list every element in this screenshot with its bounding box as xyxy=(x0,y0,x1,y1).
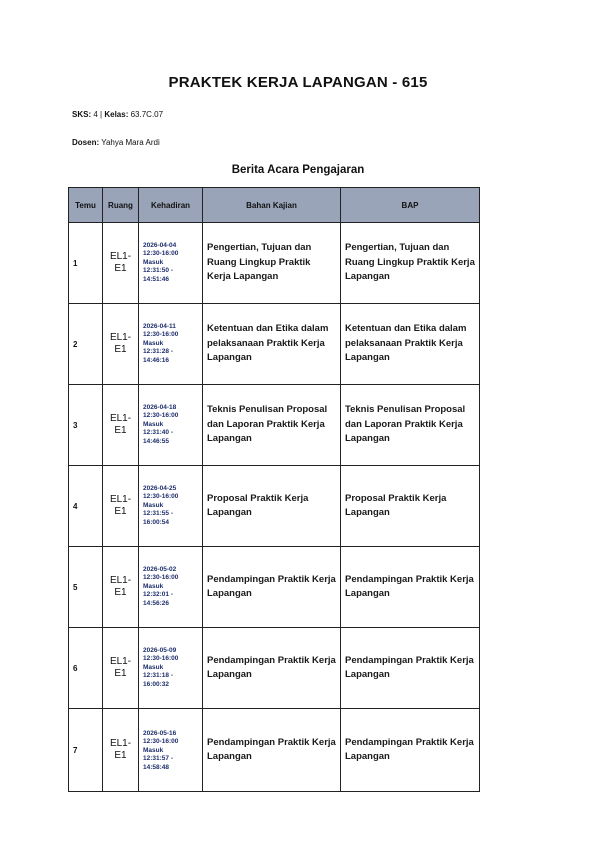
kehadiran-tanggal: 2026-04-25 xyxy=(143,484,177,492)
kehadiran-tanggal: 2026-04-18 xyxy=(143,403,177,411)
cell-bap: Proposal Praktik Kerja Lapangan xyxy=(341,466,480,547)
cell-bap: Pendampingan Praktik Kerja Lapangan xyxy=(341,628,480,709)
cell-bahan-kajian: Proposal Praktik Kerja Lapangan xyxy=(203,466,341,547)
cell-temu: 4 xyxy=(69,466,103,547)
header-temu: Temu xyxy=(69,188,103,223)
kehadiran-jam: 12:30-16:00 xyxy=(143,574,179,582)
table-row xyxy=(69,709,480,792)
kehadiran-absen: 12:32:01 - 14:56:26 xyxy=(143,591,173,607)
meta-separator: | xyxy=(100,110,103,119)
kehadiran-tanggal: 2026-05-16 xyxy=(143,729,177,737)
cell-temu: 1 xyxy=(69,223,103,304)
cell-ruang: EL1-E1 xyxy=(103,628,139,709)
kehadiran-absen: 12:31:57 - 14:58:48 xyxy=(143,755,173,771)
cell-ruang: EL1-E1 xyxy=(103,547,139,628)
cell-bap: Pendampingan Praktik Kerja Lapangan xyxy=(341,709,480,792)
section-title: Berita Acara Pengajaran xyxy=(231,164,365,176)
cell-bahan-kajian: Pendampingan Praktik Kerja Lapangan xyxy=(203,547,341,628)
dosen-value: Yahya Mara Ardi xyxy=(101,138,160,147)
sks-label: SKS: xyxy=(72,110,92,119)
cell-kehadiran xyxy=(139,385,203,466)
kehadiran-jam: 12:30-16:00 xyxy=(143,655,179,663)
cell-ruang: EL1-E1 xyxy=(103,709,139,792)
page-title: PRAKTEK KERJA LAPANGAN - 615 xyxy=(168,74,428,91)
kehadiran-tanggal: 2026-04-11 xyxy=(143,322,176,330)
cell-ruang: EL1-E1 xyxy=(103,304,139,385)
table-row xyxy=(69,547,480,628)
kehadiran-status: Masuk xyxy=(143,339,164,347)
cell-ruang: EL1-E1 xyxy=(103,223,139,304)
meta-dosen xyxy=(72,138,160,147)
kehadiran-jam: 12:30-16:00 xyxy=(143,331,179,339)
cell-ruang: EL1-E1 xyxy=(103,466,139,547)
table-row xyxy=(69,628,480,709)
sks-value: 4 xyxy=(93,110,98,119)
kehadiran-absen: 12:31:50 - 14:51:46 xyxy=(143,267,173,283)
kehadiran-status: Masuk xyxy=(143,663,164,671)
cell-bahan-kajian: Pendampingan Praktik Kerja Lapangan xyxy=(203,709,341,792)
cell-bahan-kajian: Pendampingan Praktik Kerja Lapangan xyxy=(203,628,341,709)
kehadiran-jam: 12:30-16:00 xyxy=(143,250,179,258)
kehadiran-jam: 12:30-16:00 xyxy=(143,412,179,420)
cell-bap: Teknis Penulisan Proposal dan Laporan Praktik Kerja Lapangan xyxy=(341,385,480,466)
table-row xyxy=(69,223,480,304)
table-row xyxy=(69,304,480,385)
header-ruang: Ruang xyxy=(103,188,139,223)
cell-bap: Pengertian, Tujuan dan Ruang Lingkup Praktik Kerja Lapangan xyxy=(341,223,480,304)
cell-bahan-kajian: Ketentuan dan Etika dalam pelaksanaan Praktik Kerja Lapangan xyxy=(203,304,341,385)
kehadiran-status: Masuk xyxy=(143,501,164,509)
table-row xyxy=(69,466,480,547)
table-header-row xyxy=(69,188,480,223)
cell-bap: Pendampingan Praktik Kerja Lapangan xyxy=(341,547,480,628)
cell-kehadiran xyxy=(139,547,203,628)
cell-kehadiran xyxy=(139,223,203,304)
kehadiran-jam: 12:30-16:00 xyxy=(143,493,179,501)
kehadiran-tanggal: 2026-05-02 xyxy=(143,565,177,573)
kehadiran-tanggal: 2026-05-09 xyxy=(143,646,177,654)
cell-bahan-kajian: Pengertian, Tujuan dan Ruang Lingkup Praktik Kerja Lapangan xyxy=(203,223,341,304)
kehadiran-absen: 12:31:40 - 14:46:55 xyxy=(143,429,173,445)
cell-kehadiran xyxy=(139,304,203,385)
kehadiran-absen: 12:31:18 - 16:00:32 xyxy=(143,672,173,688)
kehadiran-status: Masuk xyxy=(143,582,164,590)
dosen-label: Dosen: xyxy=(72,138,100,147)
table-row xyxy=(69,385,480,466)
cell-kehadiran xyxy=(139,709,203,792)
bap-table xyxy=(68,187,480,792)
cell-kehadiran xyxy=(139,466,203,547)
cell-ruang: EL1-E1 xyxy=(103,385,139,466)
kehadiran-status: Masuk xyxy=(143,258,164,266)
meta-sks-kelas xyxy=(72,110,163,119)
kelas-label: Kelas: xyxy=(104,110,129,119)
kelas-value: 63.7C.07 xyxy=(130,110,164,119)
cell-temu: 6 xyxy=(69,628,103,709)
cell-bahan-kajian: Teknis Penulisan Proposal dan Laporan Praktik Kerja Lapangan xyxy=(203,385,341,466)
cell-temu: 7 xyxy=(69,709,103,792)
kehadiran-absen: 12:31:28 - 14:46:16 xyxy=(143,348,173,364)
header-bahan-kajian: Bahan Kajian xyxy=(203,188,341,223)
kehadiran-status: Masuk xyxy=(143,746,164,754)
kehadiran-tanggal: 2026-04-04 xyxy=(143,241,177,249)
kehadiran-status: Masuk xyxy=(143,420,164,428)
cell-kehadiran xyxy=(139,628,203,709)
cell-temu: 3 xyxy=(69,385,103,466)
kehadiran-jam: 12:30-16:00 xyxy=(143,738,179,746)
cell-temu: 5 xyxy=(69,547,103,628)
kehadiran-absen: 12:31:55 - 16:00:54 xyxy=(143,510,173,526)
cell-temu: 2 xyxy=(69,304,103,385)
cell-bap: Ketentuan dan Etika dalam pelaksanaan Praktik Kerja Lapangan xyxy=(341,304,480,385)
header-bap: BAP xyxy=(341,188,480,223)
header-kehadiran: Kehadiran xyxy=(139,188,203,223)
